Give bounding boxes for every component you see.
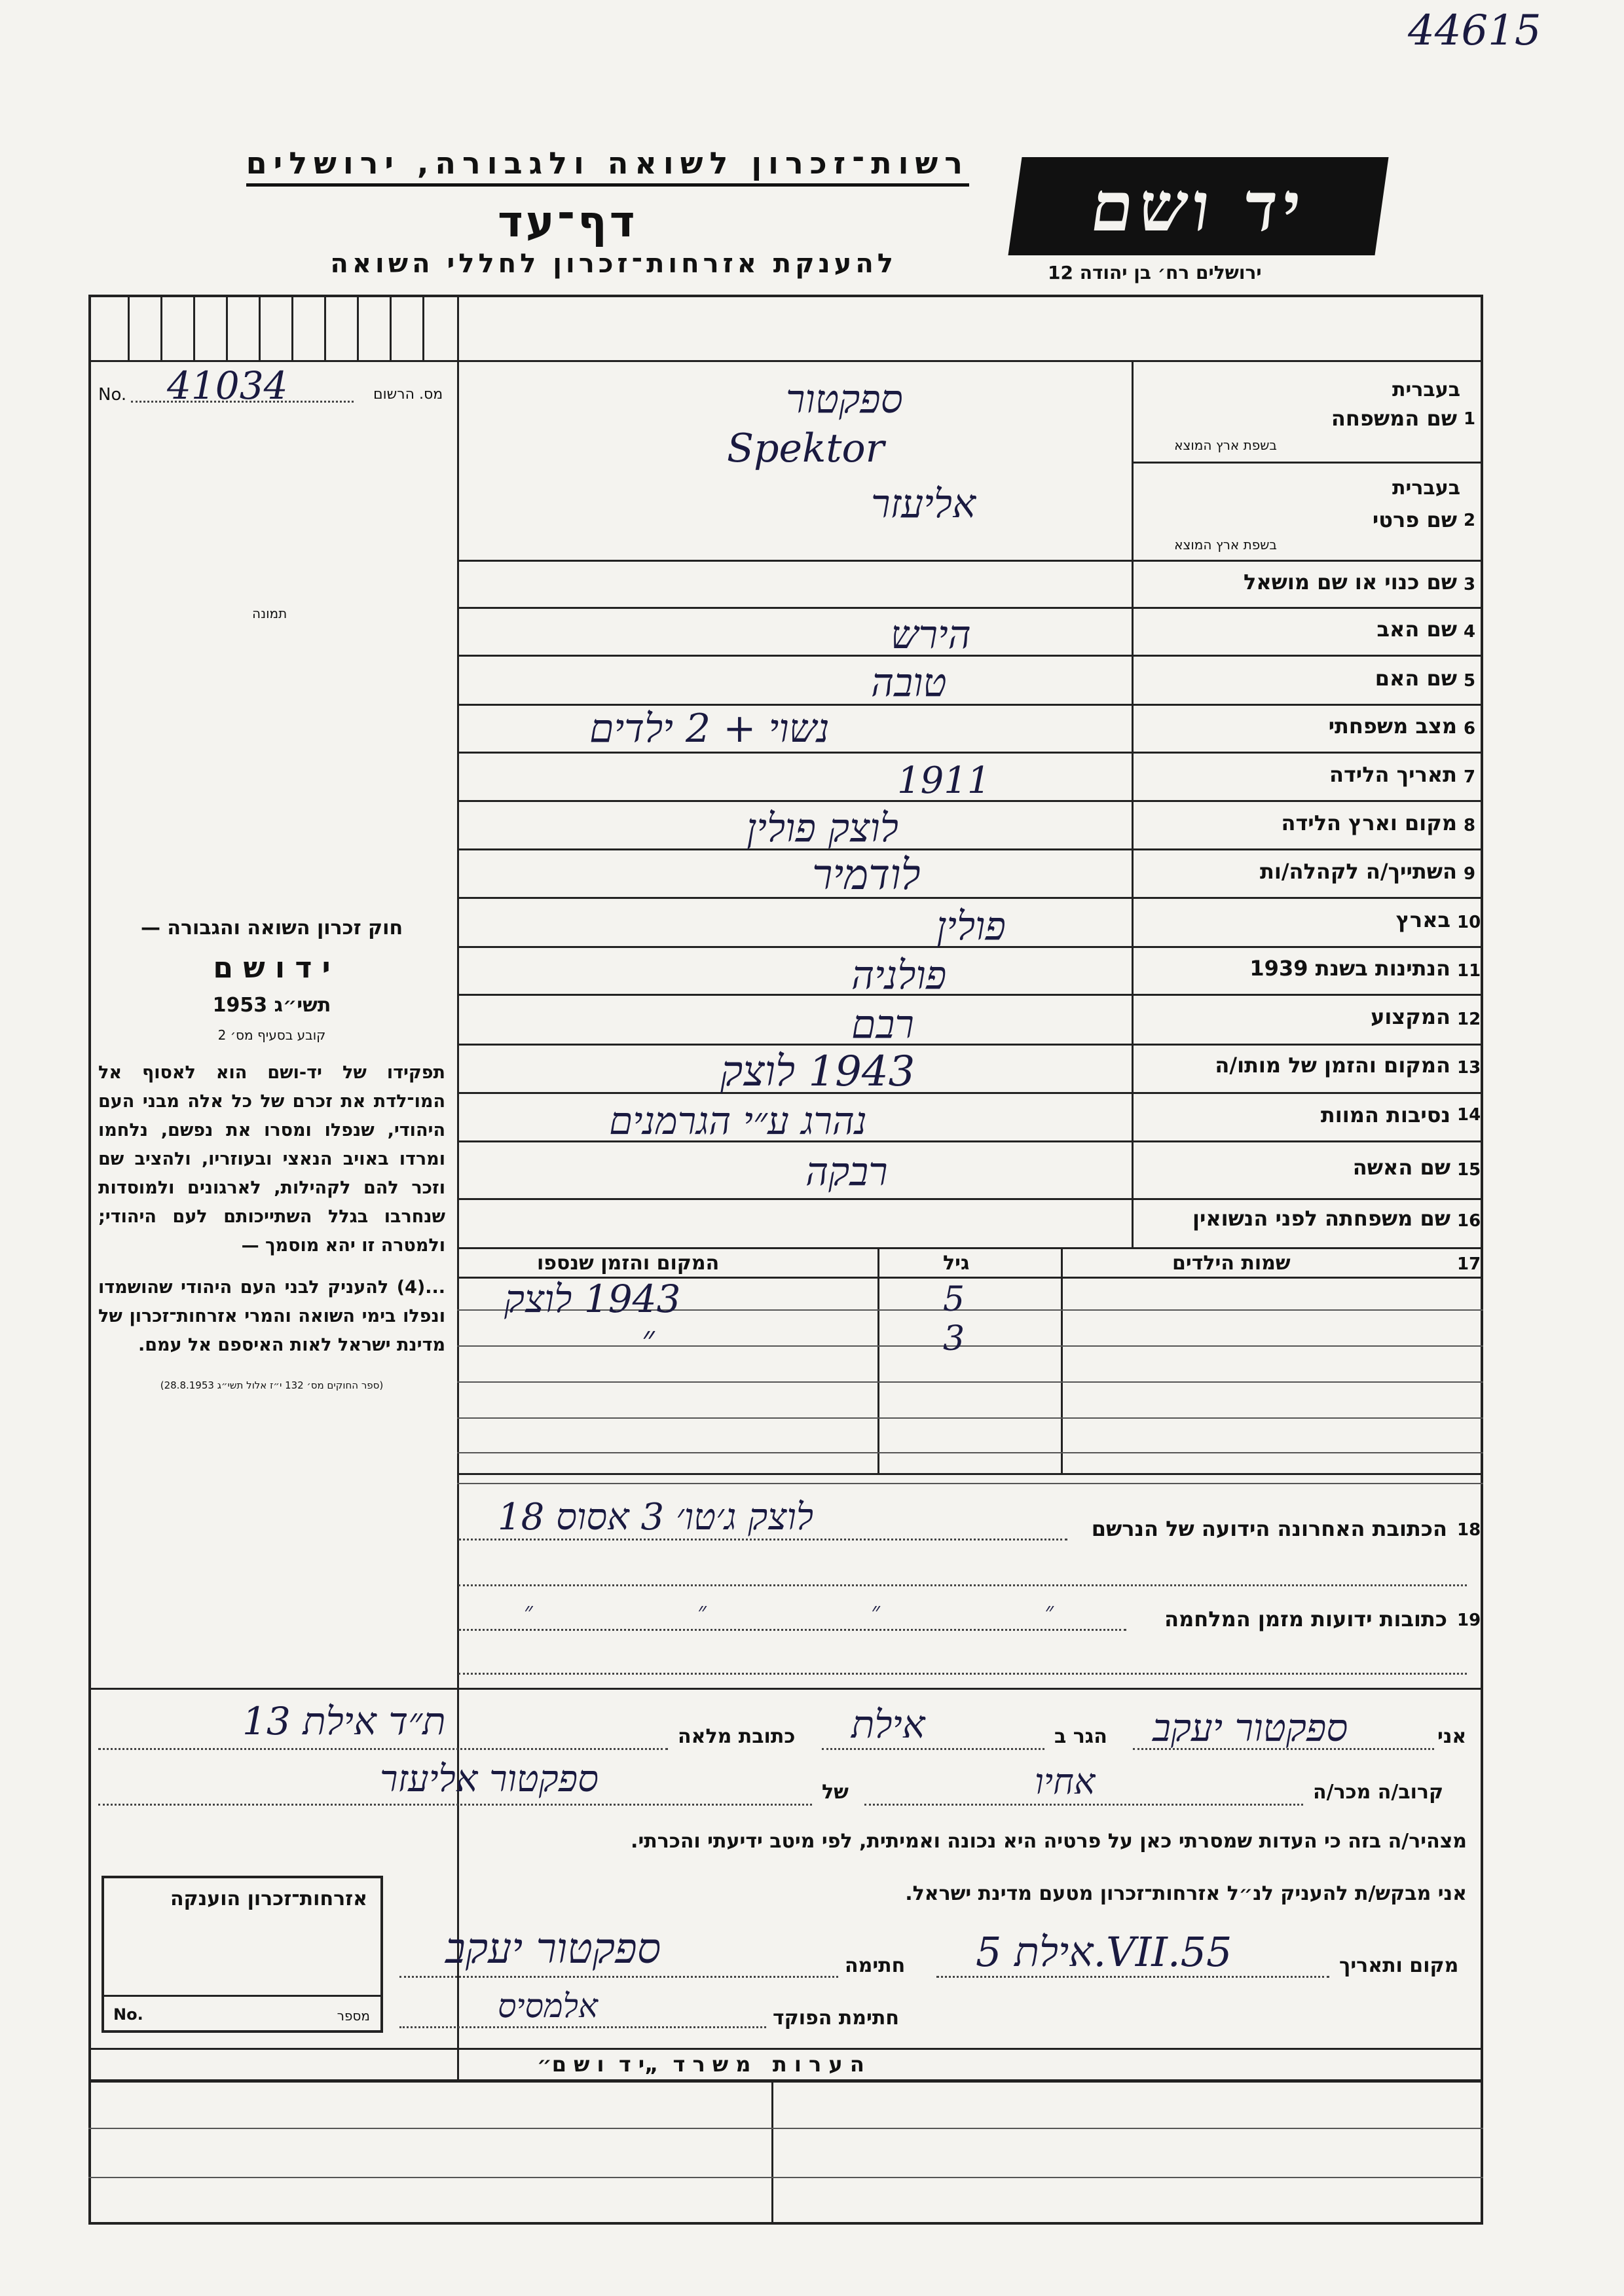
law-clause: קובע בסעיף מס׳ 2 — [217, 1027, 326, 1043]
field-16-number: 16 — [1457, 1211, 1481, 1231]
logo-text: יד ושם — [1086, 166, 1311, 247]
law-paragraph-2: ...(4) להעניק לבני העם היהודי שהושמדו ונפלו בימי השואה והמרי אזרחות־זכרון של מדינת ישראל לאות האיספם אל עמם. — [98, 1277, 445, 1355]
place-date-label: מקום ותאריך — [1339, 1954, 1459, 1977]
field-1-sub-origin: בשפת ארץ המוצא — [1174, 437, 1277, 453]
stamp-box-number-he: מספר — [337, 2008, 370, 2024]
field-2-sub-origin: בשפת ארץ המוצא — [1174, 537, 1277, 553]
field-15-number: 15 — [1457, 1160, 1481, 1180]
signature-value: ספקטור יעקב — [445, 1925, 661, 1973]
declaration-ani: אני — [1437, 1725, 1467, 1748]
field-13-value: 1943 לוצק — [720, 1048, 915, 1096]
field-3-label: שם כנוי או שם מושאל — [1243, 570, 1457, 594]
field-3-number: 3 — [1464, 575, 1476, 594]
field-7-number: 7 — [1464, 767, 1476, 787]
field-16-label: שם משפחתה לפני הנשואין — [1192, 1206, 1450, 1231]
field-11-value: פולניה — [851, 953, 947, 998]
law-paragraph-1: תפקידו של יד-ושם הוא לאסוף אל המו־לדת את זכרם של כל אלה מבני העם היהודי, שנפלו ומסרו את נפשם, נלחמו ומרדו באויב הנאצי ובעוזריו, ולהציב שם וזכר להם לקהילות, לארגונים ולמוסדות שנחרבו בגלל השתייכותם לעם היהודי; ולמטרה זו יהא מוסמך — — [98, 1063, 445, 1256]
law-text — [98, 917, 445, 1391]
declaration-full-address: כתובת מלאה — [678, 1725, 796, 1748]
field-4-value: הירש — [891, 612, 971, 658]
field-7-label: תאריך הלידה — [1329, 762, 1457, 787]
children-header-names: שמות הילדים — [1172, 1252, 1291, 1275]
field-15-label: שם האשה — [1352, 1155, 1450, 1180]
field-14-label: נסיבות המוות — [1320, 1102, 1450, 1127]
field-7-value: 1911 — [897, 759, 991, 802]
field-1-value-origin: Spektor — [727, 426, 885, 471]
official-signature-label: חתימת הפוקד — [773, 2007, 899, 2030]
field-19-value: ״ ״ ״ ״ — [524, 1598, 1133, 1625]
law-title: חוק זכרון השואה והגבורה — — [140, 917, 403, 939]
signature-label: חתימה — [845, 1954, 906, 1977]
place-date-value: אילת 5.VII.55 — [976, 1928, 1232, 1976]
declaration-lives-in: הגר ב — [1054, 1725, 1107, 1748]
law-name: י ד ו ש ם — [213, 951, 331, 985]
field-2-label: שם פרטי — [1372, 507, 1457, 532]
declaration-request: אני מבקש/ת להעניק לנ״ל אזרחות־זכרון מטעם מדינת ישראל. — [905, 1882, 1467, 1905]
field-10-label: בארץ — [1395, 907, 1450, 932]
child-1-age: 5 — [943, 1280, 965, 1319]
field-13-number: 13 — [1457, 1058, 1481, 1078]
law-year: תשי״ג 1953 — [212, 994, 331, 1017]
field-1-number: 1 — [1464, 409, 1476, 429]
field-6-value: נשוי + 2 ילדים — [589, 706, 830, 752]
office-remarks-title: ה ע ר ו ת מ ש ר ד „י ד ו ש ם״ — [537, 2052, 864, 2077]
field-4-number: 4 — [1464, 622, 1476, 642]
child-2-age: 3 — [943, 1319, 965, 1358]
stamp-box-number-en: No. — [113, 2005, 143, 2024]
authority-title: רשות־זכרון לשואה ולגבורה, ירושלים — [246, 145, 969, 187]
field-14-number: 14 — [1457, 1105, 1481, 1125]
declaration-of: של — [822, 1781, 849, 1804]
child-2-place: ״ — [642, 1319, 655, 1358]
field-12-number: 12 — [1457, 1010, 1481, 1029]
children-header-age: גיל — [943, 1252, 970, 1275]
field-2-number: 2 — [1464, 511, 1476, 530]
witness-name: ספקטור יעקב — [1153, 1705, 1348, 1750]
field-18-number: 18 — [1457, 1520, 1481, 1540]
field-5-value: טובה — [871, 660, 947, 706]
field-6-label: מצב משפחתי — [1328, 714, 1457, 738]
field-8-label: מקום וארץ הלידה — [1281, 811, 1457, 835]
form-subtitle: להענקת אזרחות־זכרון לחללי השואה — [330, 249, 897, 279]
field-19-number: 19 — [1457, 1611, 1481, 1630]
field-2-value: אליעזר — [871, 481, 976, 527]
field-5-label: שם האם — [1375, 666, 1457, 691]
form-title: דף־עד — [498, 196, 638, 247]
field-17-number: 17 — [1457, 1254, 1481, 1274]
field-4-label: שם האב — [1376, 617, 1457, 642]
field-18-value: לוצק ג׳טו׳ 3 אסוס 18 — [498, 1496, 814, 1539]
field-18-label: הכתובת האחרונה הידועה של הנרשם — [1091, 1516, 1447, 1541]
registration-label-he: מס. הרשום — [373, 386, 443, 403]
field-15-value: רבקה — [805, 1149, 888, 1195]
field-9-value: לודמיר — [812, 851, 921, 900]
field-9-number: 9 — [1464, 864, 1476, 884]
children-header-place: המקום והזמן שנספו — [537, 1252, 720, 1275]
photo-label: תמונה — [252, 606, 287, 621]
deceased-name: ספקטור אליעזר — [380, 1758, 599, 1800]
stamp-box-title: אזרחות־זכרון הוענקה — [170, 1887, 367, 1910]
office-remarks-box — [88, 2081, 1483, 2225]
field-1-label: שם המשפחה — [1331, 406, 1457, 431]
registration-label-en: No. — [98, 385, 127, 405]
archive-number: 44615 — [1408, 7, 1541, 55]
field-19-label: כתובות ידועות מזמן המלחמה — [1164, 1607, 1447, 1631]
field-11-number: 11 — [1457, 961, 1481, 981]
child-1-place: 1943 לוצק — [504, 1277, 681, 1321]
field-11-label: הנתינות בשנת 1939 — [1249, 956, 1450, 981]
relative-label: קרוב/ה מכר/ה — [1313, 1781, 1444, 1804]
field-10-value: פולין — [936, 903, 1006, 949]
field-12-label: המקצוע — [1371, 1004, 1450, 1029]
field-9-label: השתייך/ה לקהלה/ות — [1259, 859, 1457, 884]
declaration-statement: מצהיר/ה בזה כי העדות שמסרתי כאן על פרטיה היא נכונה ואמיתית, לפי מיטב ידיעתי והכרתי. — [631, 1830, 1467, 1853]
field-1-value-hebrew: ספקטור — [786, 376, 903, 422]
field-8-value: לוצק פולין — [747, 805, 898, 851]
registration-number: 41034 — [167, 363, 288, 408]
official-signature-value: אלמסיס — [498, 1987, 599, 2025]
field-2-sub-hebrew: בעברית — [1392, 477, 1460, 500]
address-header: ירושלים רח׳ בן יהודה 12 — [1048, 262, 1262, 283]
citizenship-stamp-box — [101, 1876, 383, 2033]
field-5-number: 5 — [1464, 671, 1476, 691]
relation-value: אחיו — [1035, 1761, 1096, 1802]
witness-address: ת״ד אילת 13 — [242, 1699, 446, 1743]
law-source: (ספר החוקים מס׳ 132 י״ז אלול תשי״ג 28.8.1953) — [160, 1379, 384, 1391]
field-13-label: המקום והזמן של מותו/ה — [1215, 1053, 1450, 1078]
field-12-value: רבם — [851, 1002, 914, 1048]
yad-vashem-logo — [1008, 157, 1388, 255]
field-1-sub-hebrew: בעברית — [1392, 378, 1460, 401]
field-6-number: 6 — [1464, 719, 1476, 738]
field-8-number: 8 — [1464, 816, 1476, 835]
field-10-number: 10 — [1457, 913, 1481, 932]
witness-city: אילת — [851, 1702, 925, 1747]
field-14-value: נהרג ע״י הגרמנים — [609, 1099, 867, 1143]
